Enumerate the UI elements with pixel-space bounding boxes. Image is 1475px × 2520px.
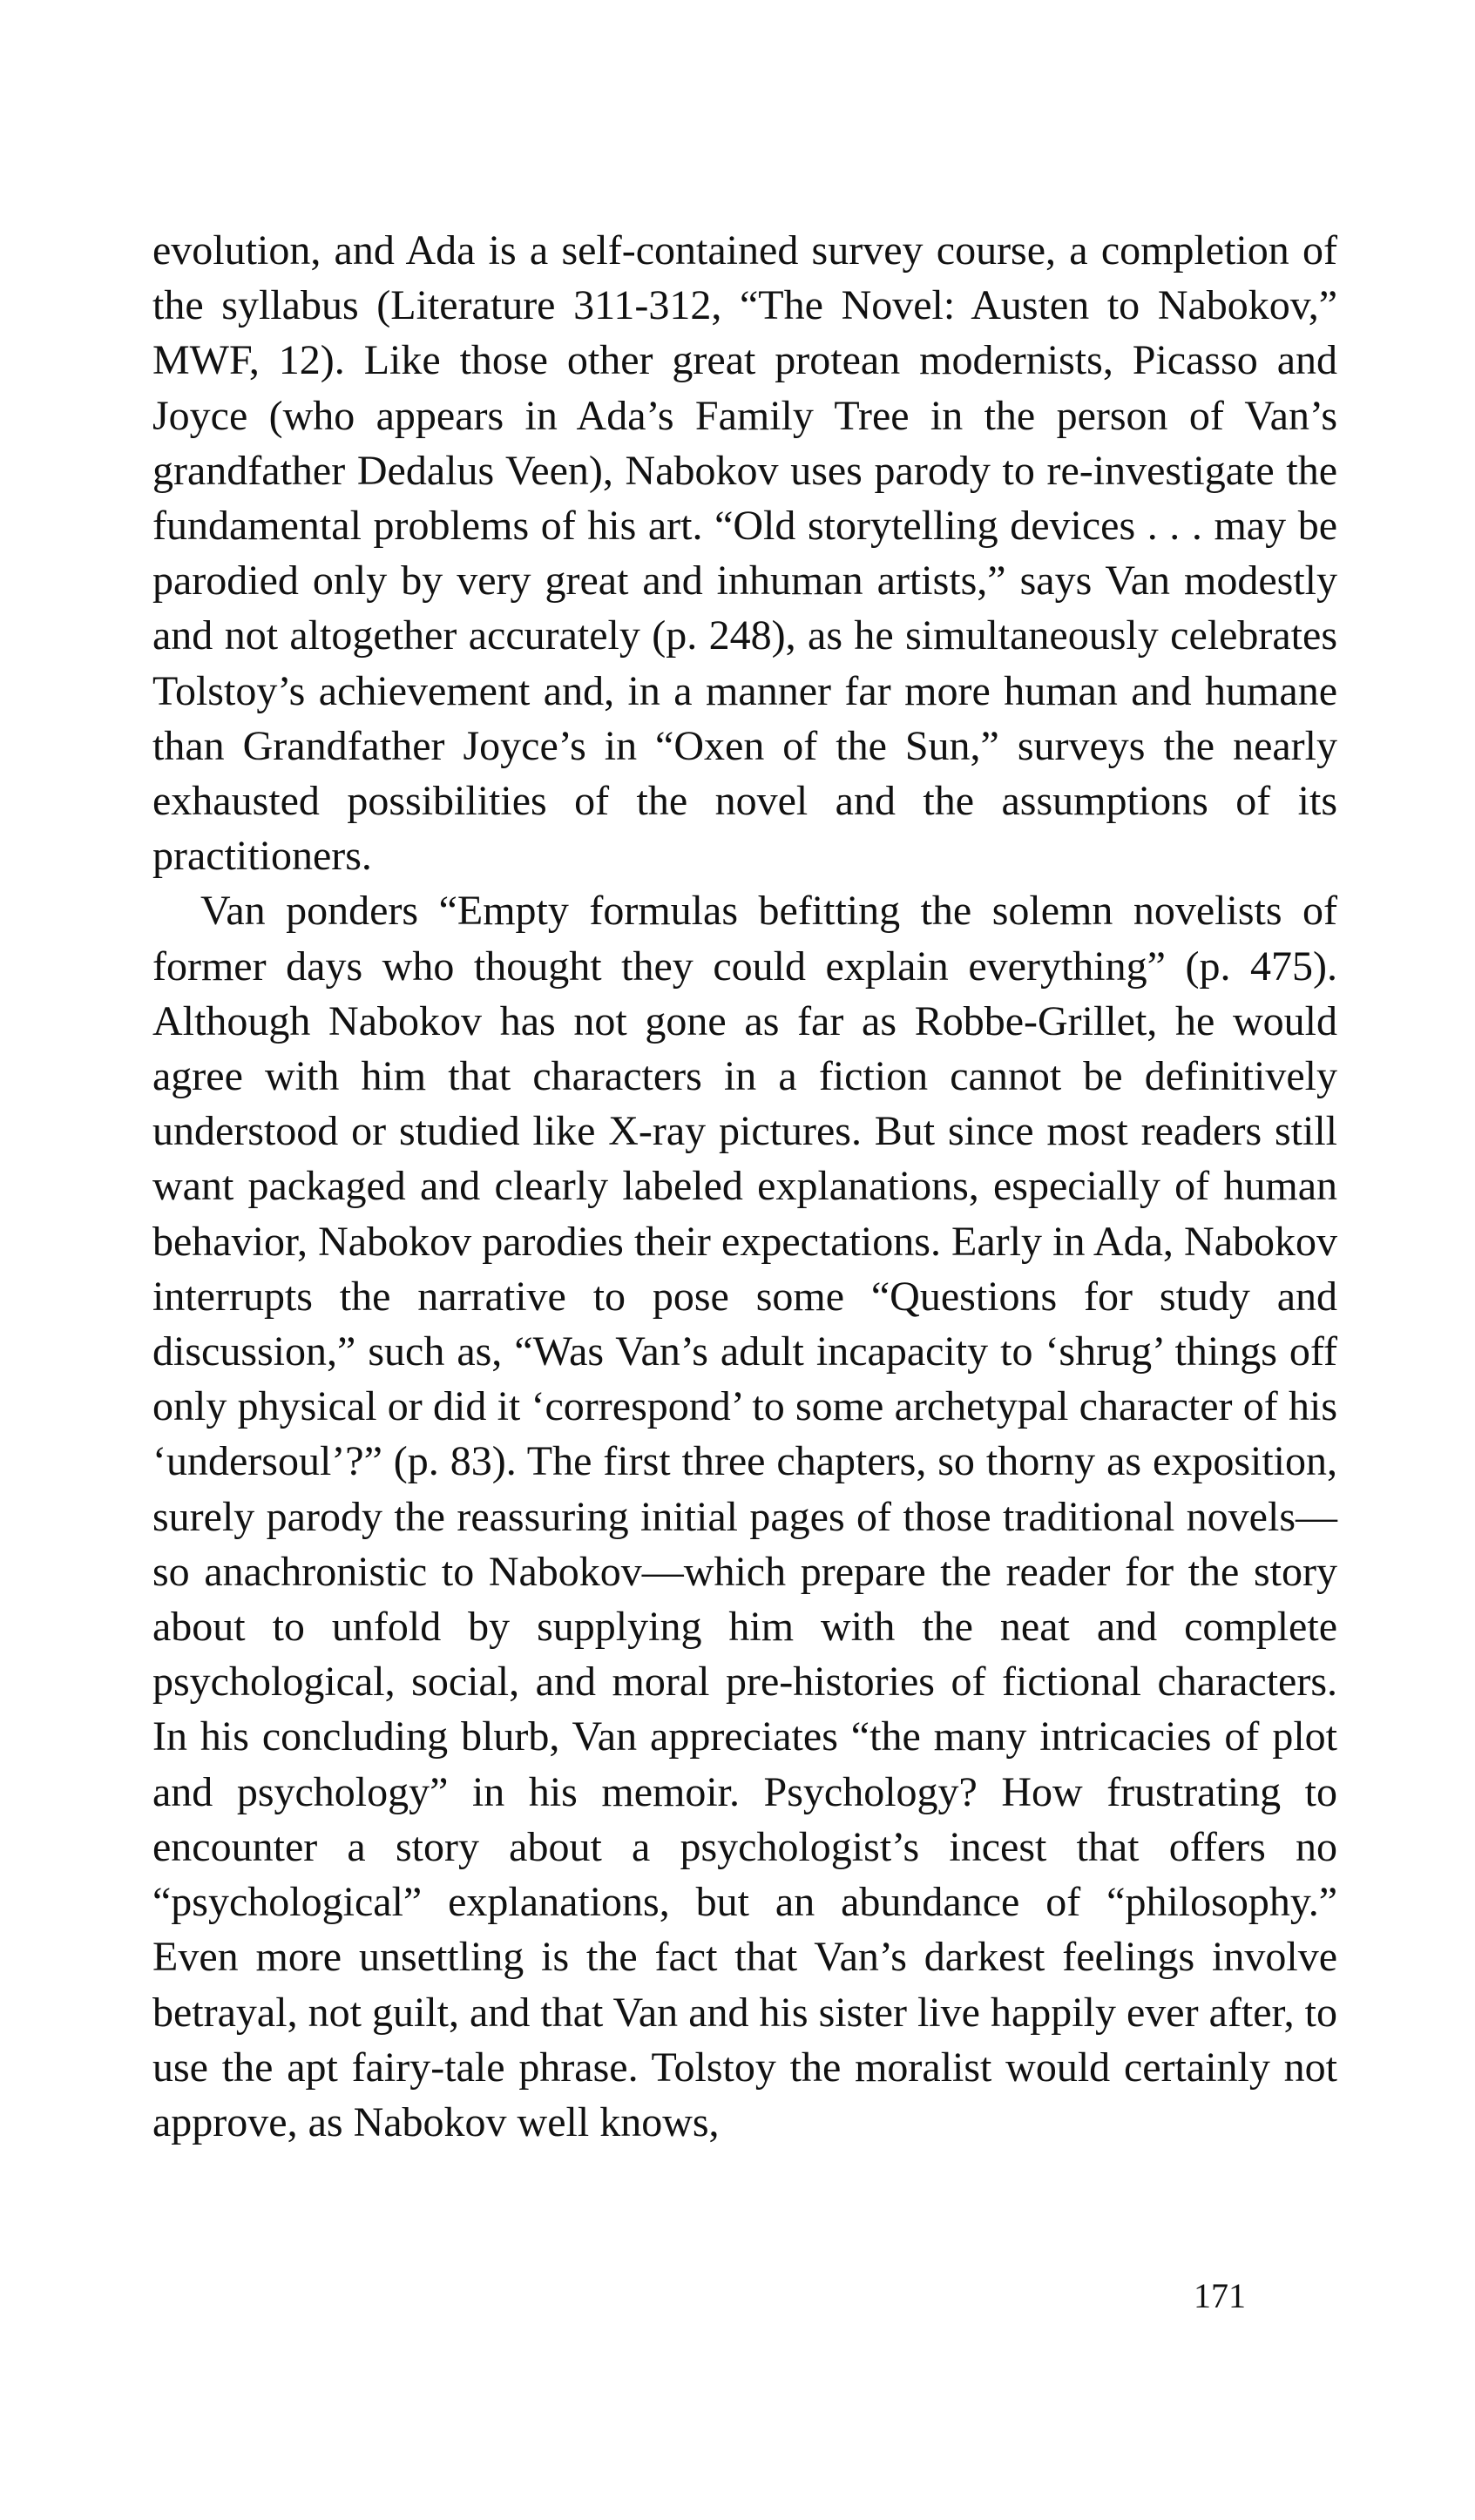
page-number: 171 <box>1194 2276 1246 2315</box>
body-text <box>152 223 1337 2150</box>
paragraph-1: evolution, and Ada is a self-contained survey course, a completion of the syllabus (Literature 311-312, “The Novel: Austen to Nabokov,” MWF, 12). Like those other great protean modernists, Picasso and Joyce (who appears in Ada’s Family Tree in the person of Van’s grandfather Dedalus Veen), Nabokov uses parody to re-investigate the fundamental problems of his art. “Old storytelling devices . . . may be parodied only by very great and inhuman artists,” says Van modestly and not altogether accurately (p. 248), as he simultaneously celebrates Tolstoy’s achievement and, in a manner far more human and humane than Grandfather Joyce’s in “Oxen of the Sun,” surveys the nearly exhausted possibilities of the novel and the assumptions of its practitioners. <box>152 227 1337 880</box>
paragraph-2: Van ponders “Empty formulas befitting the solemn novelists of former days who thought they could explain everything” (p. 475). Although Nabokov has not gone as far as Robbe-Grillet, he would agree with him that characters in a fiction cannot be definitively understood or studied like X-ray pictures. But since most readers still want packaged and clearly labeled explanations, especially of human behavior, Nabokov parodies their expectations. Early in Ada, Nabokov interrupts the narrative to pose some “Questions for study and discussion,” such as, “Was Van’s adult incapacity to ‘shrug’ things off only physical or did it ‘correspond’ to some archetypal character of his ‘undersoul’?” (p. 83). The first three chapters, so thorny as exposition, surely parody the reassuring initial pages of those traditional novels—so anachronistic to Nabokov—which prepare the reader for the story about to unfold by supplying him with the neat and complete psychological, social, and moral pre-histories of fictional characters. In his concluding blurb, Van appreciates “the many intricacies of plot and psychology” in his memoir. Psychology? How frustrating to encounter a story about a psychologist’s incest that offers no “psychological” explanations, but an abundance of “philosophy.” Even more unsettling is the fact that Van’s darkest feelings involve betrayal, not guilt, and that Van and his sister live happily ever after, to use the apt fairy-tale phrase. Tolstoy the moralist would certainly not approve, as Nabokov well knows, <box>152 888 1337 2145</box>
